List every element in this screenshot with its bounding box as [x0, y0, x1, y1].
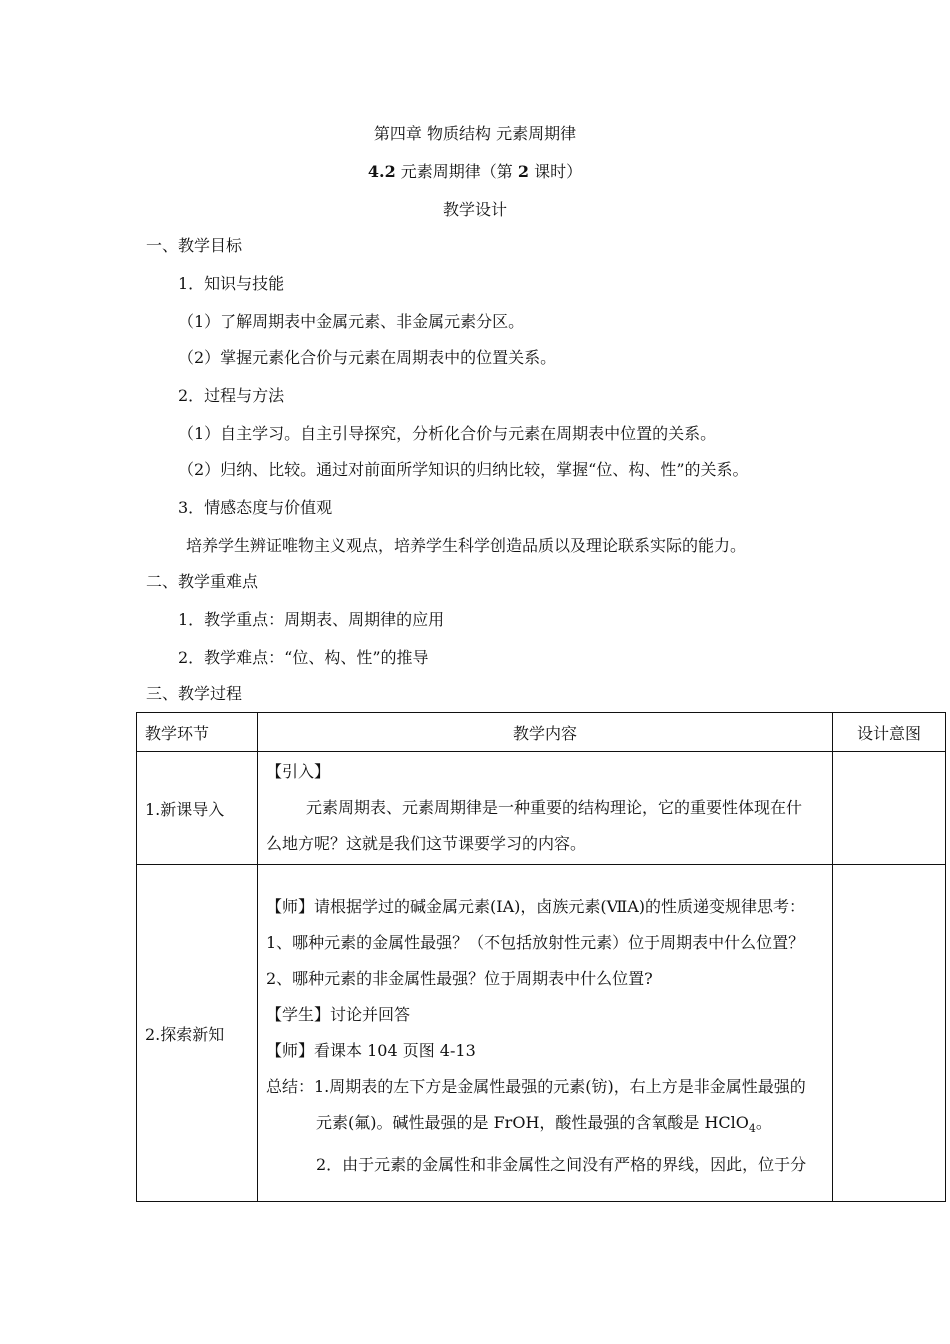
header-stage: 教学环节 [137, 713, 258, 752]
content-line: 总结：1.周期表的左下方是金属性最强的元素(钫)，右上方是非金属性最强的 [266, 1077, 806, 1096]
objective-item: （2）归纳、比较。通过对前面所学知识的归纳比较，掌握“位、构、性”的关系。 [178, 460, 749, 479]
content-text: 。 [755, 1113, 772, 1132]
stage-cell: 2.探索新知 [137, 865, 258, 1202]
content-line: 【引入】 [266, 762, 331, 781]
content-line: 【学生】讨论并回答 [266, 1005, 411, 1024]
section-heading-key-points: 二、教学重难点 [146, 572, 259, 591]
objective-item: （1）了解周期表中金属元素、非金属元素分区。 [178, 312, 525, 331]
content-line [266, 1105, 832, 1147]
intent-cell [833, 752, 946, 865]
key-point-item: 2．教学难点：“位、构、性”的推导 [178, 648, 429, 667]
section-heading-process: 三、教学过程 [146, 684, 243, 703]
content-text: 元素(氟)。碱性最强的是 FrOH，酸性最强的含氧酸是 HClO [316, 1113, 749, 1132]
content-cell [258, 865, 833, 1202]
intent-cell [833, 865, 946, 1202]
objective-item: （2）掌握元素化合价与元素在周期表中的位置关系。 [178, 348, 557, 367]
content-line: 么地方呢？这就是我们这节课要学习的内容。 [266, 834, 587, 853]
content-line: 1、哪种元素的金属性最强？（不包括放射性元素）位于周期表中什么位置？ [266, 933, 805, 952]
lesson-end: 课时） [529, 162, 583, 181]
content-line: 2、哪种元素的非金属性最强？位于周期表中什么位置? [266, 969, 653, 988]
table-row [137, 752, 946, 865]
objective-item: 培养学生辨证唯物主义观点，培养学生科学创造品质以及理论联系实际的能力。 [186, 536, 747, 555]
table-row [137, 865, 946, 1202]
table-header-row [137, 713, 946, 752]
key-point-item: 1．教学重点：周期表、周期律的应用 [178, 610, 445, 629]
content-cell [258, 752, 833, 865]
stage-cell: 1.新课导入 [137, 752, 258, 865]
content-line: 2．由于元素的金属性和非金属性之间没有严格的界线，因此，位于分 [316, 1155, 807, 1175]
content-line: 元素周期表、元素周期律是一种重要的结构理论，它的重要性体现在什 [306, 798, 803, 817]
header-intent: 设计意图 [833, 713, 946, 752]
objective-item: （1）自主学习。自主引导探究，分析化合价与元素在周期表中位置的关系。 [178, 424, 717, 443]
subheading-process: 2．过程与方法 [178, 386, 285, 405]
design-subtitle: 教学设计 [442, 200, 507, 219]
subheading-attitude: 3．情感态度与价值观 [178, 498, 333, 517]
content-line: 【师】看课本 104 页图 4-13 [266, 1041, 476, 1060]
header-content: 教学内容 [258, 713, 833, 752]
section-heading-objectives: 一、教学目标 [146, 236, 243, 255]
subscript: 4 [748, 1122, 756, 1136]
lesson-hour: 2 [517, 162, 530, 181]
lesson-number: 4.2 [367, 162, 396, 181]
lesson-title [0, 162, 950, 182]
chapter-title: 第四章 物质结构 元素周期律 [373, 124, 577, 143]
teaching-process-table [136, 712, 946, 1202]
lesson-text: 元素周期律（第 [395, 162, 518, 181]
content-line: 【师】请根据学过的碱金属元素(ⅠA)，卤族元素(ⅦA)的性质递变规律思考： [266, 897, 806, 916]
subheading-knowledge: 1．知识与技能 [178, 274, 285, 293]
